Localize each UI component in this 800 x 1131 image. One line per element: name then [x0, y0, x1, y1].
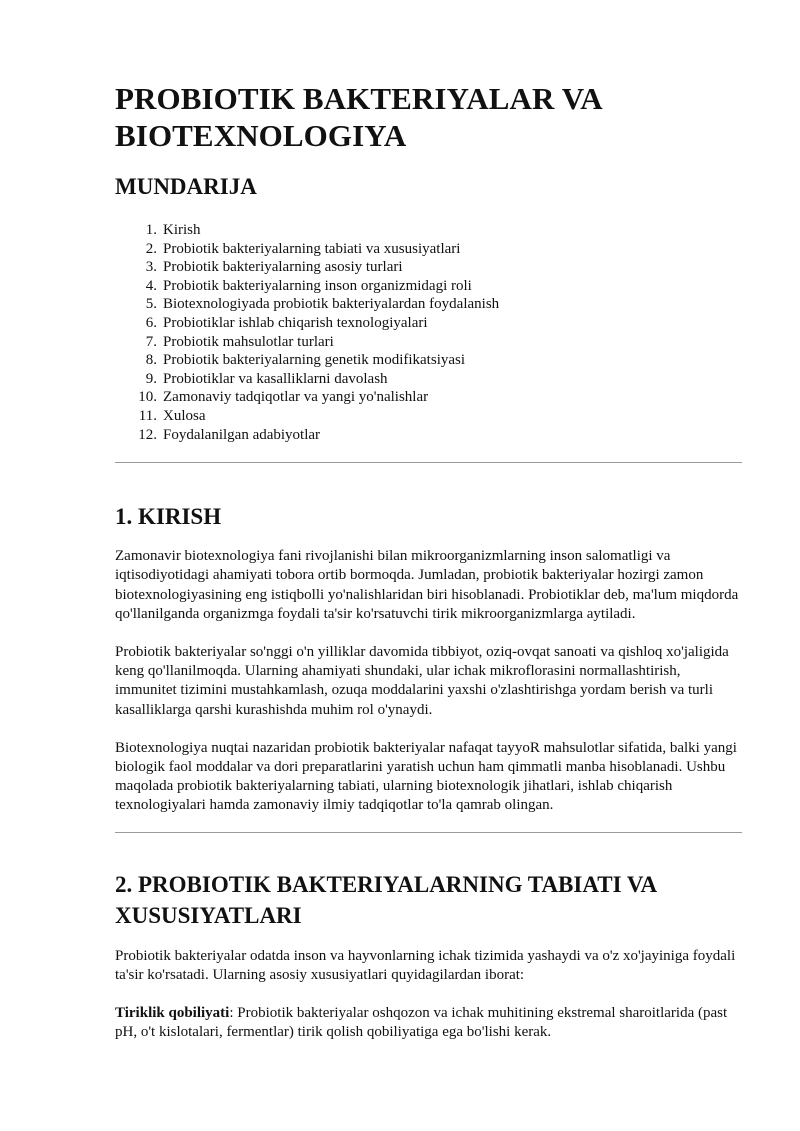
paragraph: Biotexnologiya nuqtai nazaridan probiotik bakteriyalar nafaqat tayyoR mahsulotlar sifatida, balki yangi biologik faol moddalar va dori preparatlarini yaratish uchun ham qimmatli manba hisoblanadi. Ushbu maqolada probiotik bakteriyalarning tabiati, ularning biotexnologik jihatlari, ishlab chiqarish texnologiyalari hamda zamonaviy ilmiy tadqiqotlar to'la qamrab olingan.: [115, 739, 737, 814]
toc-item-label: Probiotik mahsulotlar turlari: [163, 333, 334, 350]
toc-item-label: Probiotiklar va kasalliklarni davolash: [163, 370, 388, 387]
toc-item: [115, 351, 742, 370]
toc-item: [115, 388, 742, 407]
toc-item-number: 3.: [145, 259, 157, 276]
toc-item-label: Zamonaviy tadqiqotlar va yangi yo'nalishlar: [163, 389, 429, 406]
toc-item-label: Probiotik bakteriyalarning tabiati va xususiyatlari: [163, 240, 461, 257]
toc-item-label: Probiotiklar ishlab chiqarish texnologiyalari: [163, 314, 428, 331]
toc-item: [115, 407, 742, 426]
section-divider: [115, 462, 742, 463]
toc-item-number: 6.: [145, 314, 157, 331]
toc-item-label: Xulosa: [163, 407, 206, 424]
toc-item: [115, 221, 742, 240]
toc-item: [115, 295, 742, 314]
toc-item: [115, 240, 742, 259]
toc-item-number: 7.: [145, 333, 157, 350]
toc-item: [115, 277, 742, 296]
toc-item-label: Kirish: [163, 222, 201, 238]
toc-item-number: 9.: [145, 370, 157, 387]
toc-item-label: Biotexnologiyada probiotik bakteriyalardan foydalanish: [163, 296, 500, 313]
toc-item-number: 11.: [138, 407, 157, 424]
toc-item-number: 2.: [145, 240, 157, 257]
toc-item-number: 12.: [138, 426, 157, 443]
toc-item-number: 5.: [145, 296, 157, 313]
paragraph: Zamonavir biotexnologiya fani rivojlanishi bilan mikroorganizmlarning inson salomatligi va iqtisodiyotidagi ahamiyati tobora ortib bormoqda. Jumladan, probiotik bakteriyalar hozirgi zamon biotexnologiyasining eng istiqbolli yo'nalishlaridan biri hisoblanadi. Probiotiklar deb, ma'lum miqdorda qo'llanilganda organizmga foydali ta'sir ko'rsatuvchi tirik mikroorganizmlarga aytiladi.: [115, 548, 739, 622]
toc-item: [115, 314, 742, 333]
paragraph: Probiotik bakteriyalar so'nggi o'n yilliklar davomida tibbiyot, oziq-ovqat sanoati va qishloq xo'jaligida keng qo'llanilmoqda. Ularning ahamiyati shundaki, ular ichak mikroflorasini normallashtirish, immunitet tizimini mustahkamlash, ozuqa moddalarini yaxshi o'zlashtirishga yordam berish va turli kasalliklarga qarshi kurashishda muhim rol o'ynaydi.: [115, 643, 729, 718]
toc-item: [115, 333, 742, 352]
section-heading-nature: 2. PROBIOTIK BAKTERIYALARNING TABIATI VA XUSUSIYATLARI: [115, 871, 656, 928]
toc-item-number: 4.: [145, 277, 157, 294]
table-of-contents: [115, 221, 742, 444]
toc-item-label: Probiotik bakteriyalarning inson organizmidagi roli: [163, 277, 472, 294]
toc-item: [115, 426, 742, 445]
document-title: PROBIOTIK BAKTERIYALAR VA BIOTEXNOLOGIYA: [115, 81, 602, 153]
section-divider: [115, 832, 742, 833]
toc-item-label: Foydalanilgan adabiyotlar: [163, 426, 321, 443]
paragraph-viability: [115, 1004, 742, 1042]
toc-item-label: Probiotik bakteriyalarning genetik modifikatsiyasi: [163, 352, 466, 369]
toc-item-label: Probiotik bakteriyalarning asosiy turlari: [163, 259, 403, 276]
toc-heading: MUNDARIJA: [115, 174, 257, 199]
paragraph: Probiotik bakteriyalar odatda inson va hayvonlarning ichak tizimida yashaydi va o'z xo'jayiniga foydali ta'sir ko'rsatadi. Ularning asosiy xususiyatlari quyidagilardan iborat:: [115, 947, 736, 983]
toc-item-number: 10.: [138, 389, 157, 406]
toc-item: [115, 258, 742, 277]
term-label: Tiriklik qobiliyati: [115, 1004, 230, 1021]
toc-item-number: 8.: [145, 352, 157, 369]
section-heading-introduction: 1. KIRISH: [115, 504, 222, 530]
toc-item-number: 1.: [145, 222, 157, 238]
toc-item: [115, 370, 742, 389]
term-description: : Probiotik bakteriyalar oshqozon va ichak muhitining ekstremal sharoitlarida (past pH, o't kislotalari, fermentlar) tirik qolish qobiliyatiga ega bo'lishi kerak.: [115, 1004, 728, 1041]
